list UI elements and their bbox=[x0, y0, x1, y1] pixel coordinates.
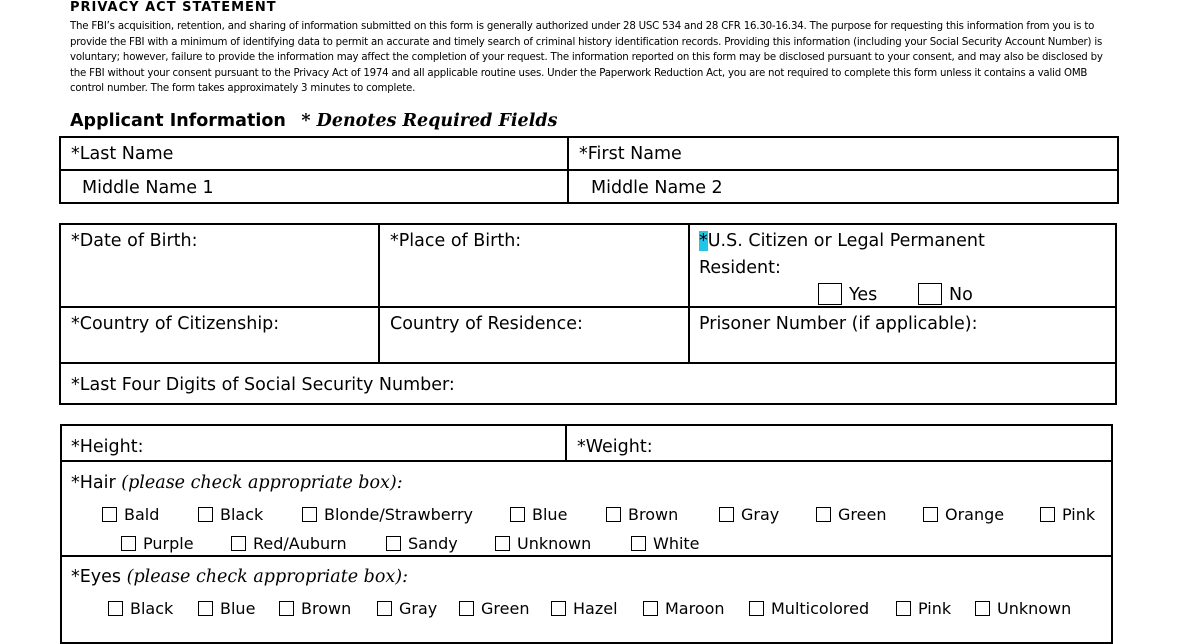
required-fields-note: * Denotes Required Fields bbox=[301, 111, 558, 131]
country-of-residence-field[interactable]: Country of Residence: bbox=[390, 314, 583, 334]
citizen-yes-checkbox[interactable] bbox=[818, 283, 842, 305]
eye-checkbox[interactable] bbox=[459, 601, 474, 616]
eye-option-label: Pink bbox=[918, 599, 952, 618]
required-highlight: * bbox=[699, 231, 708, 251]
hair-checkbox[interactable] bbox=[1040, 507, 1055, 522]
hair-option-label: Blue bbox=[532, 505, 568, 524]
hair-checkbox[interactable] bbox=[102, 507, 117, 522]
eye-option[interactable] bbox=[643, 599, 725, 618]
eye-option[interactable] bbox=[377, 599, 437, 618]
eye-option-label: Brown bbox=[301, 599, 352, 618]
eyes-label bbox=[71, 567, 408, 587]
eye-checkbox[interactable] bbox=[279, 601, 294, 616]
eye-checkbox[interactable] bbox=[975, 601, 990, 616]
hair-checkbox[interactable] bbox=[231, 536, 246, 551]
eye-option[interactable] bbox=[279, 599, 351, 618]
eye-option[interactable] bbox=[198, 599, 255, 618]
eyes-label-text: *Eyes bbox=[71, 567, 122, 587]
prisoner-number-field[interactable]: Prisoner Number (if applicable): bbox=[699, 314, 978, 334]
applicant-heading bbox=[70, 111, 557, 131]
hair-option-label: Pink bbox=[1062, 505, 1096, 524]
hair-note: (please check appropriate box): bbox=[121, 473, 403, 493]
hair-checkbox[interactable] bbox=[631, 536, 646, 551]
citizen-yes-label: Yes bbox=[849, 285, 878, 305]
hair-label bbox=[71, 473, 403, 493]
ssn-last-four-field[interactable]: *Last Four Digits of Social Security Number: bbox=[71, 375, 455, 395]
place-of-birth-field[interactable]: *Place of Birth: bbox=[390, 231, 522, 251]
eye-option-label: Green bbox=[481, 599, 530, 618]
hair-option[interactable] bbox=[510, 505, 567, 524]
hair-option[interactable] bbox=[495, 534, 591, 553]
citizen-no-label: No bbox=[949, 285, 973, 305]
first-name-field[interactable]: *First Name bbox=[579, 144, 682, 164]
hair-checkbox[interactable] bbox=[495, 536, 510, 551]
eye-option[interactable] bbox=[749, 599, 869, 618]
eye-option[interactable] bbox=[896, 599, 951, 618]
eye-option-label: Unknown bbox=[997, 599, 1072, 618]
hair-option[interactable] bbox=[198, 505, 263, 524]
applicant-title: Applicant Information bbox=[70, 111, 286, 131]
hair-checkbox[interactable] bbox=[816, 507, 831, 522]
hair-checkbox[interactable] bbox=[198, 507, 213, 522]
hair-option-label: Sandy bbox=[408, 534, 458, 553]
eye-option-label: Multicolored bbox=[771, 599, 870, 618]
hair-option[interactable] bbox=[1040, 505, 1095, 524]
hair-checkbox[interactable] bbox=[719, 507, 734, 522]
hair-option-label: Purple bbox=[143, 534, 194, 553]
hair-checkbox[interactable] bbox=[510, 507, 525, 522]
middle-name-1-field[interactable]: Middle Name 1 bbox=[82, 178, 214, 198]
hair-option-label: Black bbox=[220, 505, 264, 524]
hair-option[interactable] bbox=[102, 505, 159, 524]
country-of-citizenship-field[interactable]: *Country of Citizenship: bbox=[71, 314, 280, 334]
hair-option[interactable] bbox=[121, 534, 194, 553]
hair-option[interactable] bbox=[231, 534, 347, 553]
hair-checkbox[interactable] bbox=[923, 507, 938, 522]
privacy-act-heading: PRIVACY ACT STATEMENT bbox=[70, 0, 277, 15]
citizen-label bbox=[699, 231, 985, 251]
hair-option[interactable] bbox=[816, 505, 886, 524]
eye-checkbox[interactable] bbox=[643, 601, 658, 616]
eye-option[interactable] bbox=[459, 599, 529, 618]
hair-option[interactable] bbox=[386, 534, 458, 553]
hair-option[interactable] bbox=[631, 534, 700, 553]
hair-label-text: *Hair bbox=[71, 473, 116, 493]
eye-option[interactable] bbox=[975, 599, 1071, 618]
hair-checkbox[interactable] bbox=[302, 507, 317, 522]
date-of-birth-field[interactable]: *Date of Birth: bbox=[71, 231, 198, 251]
eye-option-label: Blue bbox=[220, 599, 256, 618]
hair-option-label: Red/Auburn bbox=[253, 534, 347, 553]
eye-checkbox[interactable] bbox=[108, 601, 123, 616]
eye-checkbox[interactable] bbox=[551, 601, 566, 616]
eye-checkbox[interactable] bbox=[896, 601, 911, 616]
height-field[interactable]: *Height: bbox=[71, 437, 144, 457]
hair-checkbox[interactable] bbox=[386, 536, 401, 551]
eye-option[interactable] bbox=[108, 599, 173, 618]
hair-option-label: Brown bbox=[628, 505, 679, 524]
eye-option-label: Black bbox=[130, 599, 174, 618]
citizen-label-line1: U.S. Citizen or Legal Permanent bbox=[707, 231, 985, 251]
weight-field[interactable]: *Weight: bbox=[577, 437, 653, 457]
hair-option[interactable] bbox=[302, 505, 473, 524]
eye-option-label: Maroon bbox=[665, 599, 725, 618]
citizen-no-checkbox[interactable] bbox=[918, 283, 942, 305]
middle-name-2-field[interactable]: Middle Name 2 bbox=[591, 178, 723, 198]
hair-option-label: Green bbox=[838, 505, 887, 524]
hair-option-label: Orange bbox=[945, 505, 1005, 524]
hair-option-label: Blonde/Strawberry bbox=[324, 505, 473, 524]
privacy-act-text: The FBI’s acquisition, retention, and sharing of information submitted on this form is generally authorized under 28 USC 534 and 28 CFR 16.30-16.34. The purpose for requesting this information from you is to provide the FBI with a minimum of identifying data to permit an accurate and timely search of criminal history identification records. Providing this information (including your Social Security Account Number) is voluntary; however, failure to provide the information may affect the completion of your request. The information reported on this form may be disclosed pursuant to your consent, and may also be disclosed by the FBI without your consent pursuant to the Privacy Act of 1974 and all applicable routine uses. Under the Paperwork Reduction Act, you are not required to complete this form unless it contains a valid OMB control number. The form takes approximately 3 minutes to complete. bbox=[70, 21, 1103, 94]
last-name-field[interactable]: *Last Name bbox=[71, 144, 174, 164]
hair-option-label: Gray bbox=[741, 505, 780, 524]
hair-option[interactable] bbox=[923, 505, 1004, 524]
hair-option[interactable] bbox=[606, 505, 678, 524]
citizen-label-line2: Resident: bbox=[699, 258, 781, 278]
eyes-note: (please check appropriate box): bbox=[126, 567, 408, 587]
eye-option[interactable] bbox=[551, 599, 618, 618]
hair-option-label: White bbox=[653, 534, 700, 553]
hair-option-label: Bald bbox=[124, 505, 160, 524]
hair-option-label: Unknown bbox=[517, 534, 592, 553]
hair-option[interactable] bbox=[719, 505, 779, 524]
eye-checkbox[interactable] bbox=[749, 601, 764, 616]
hair-checkbox[interactable] bbox=[606, 507, 621, 522]
eye-option-label: Gray bbox=[399, 599, 438, 618]
eye-option-label: Hazel bbox=[573, 599, 618, 618]
eye-checkbox[interactable] bbox=[198, 601, 213, 616]
hair-checkbox[interactable] bbox=[121, 536, 136, 551]
eye-checkbox[interactable] bbox=[377, 601, 392, 616]
